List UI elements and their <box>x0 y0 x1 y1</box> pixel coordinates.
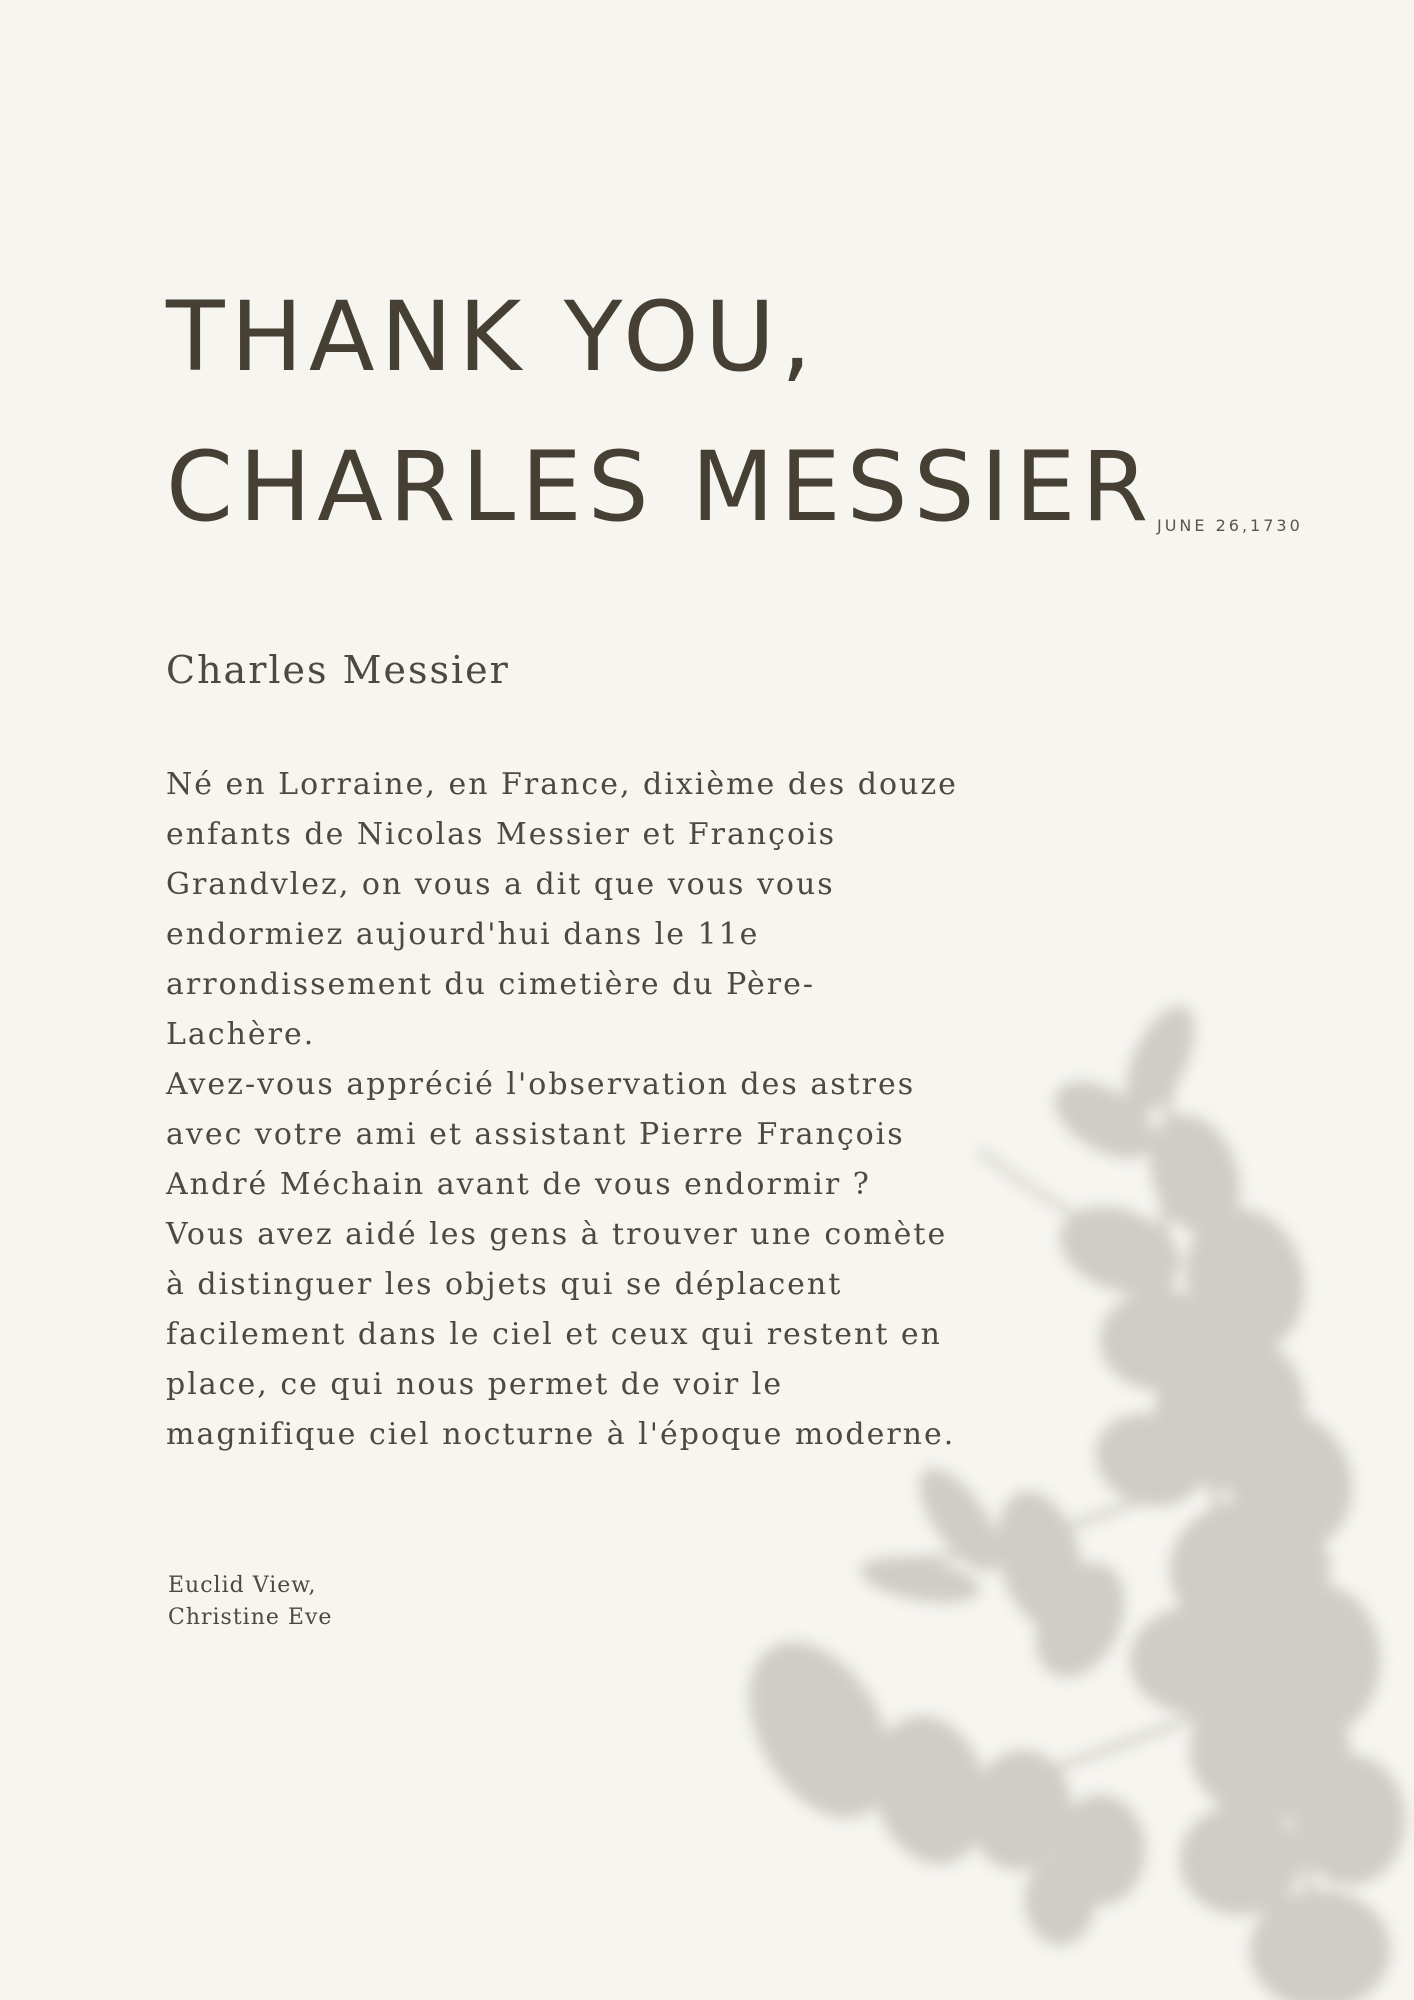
signature <box>168 1570 332 1634</box>
date-label: JUNE 26,1730 <box>1157 516 1303 535</box>
signature-line-2: Christine Eve <box>168 1605 333 1630</box>
body-line: Avez-vous apprécié l'observation des astres <box>166 1067 916 1102</box>
section-heading: Charles Messier <box>166 648 510 692</box>
title-line-1: THANK YOU, <box>166 281 818 393</box>
body-text <box>166 760 1066 1460</box>
body-line: place, ce qui nous permet de voir le <box>166 1367 784 1402</box>
body-line: Vous avez aidé les gens à trouver une comète <box>166 1217 948 1252</box>
signature-line-1: Euclid View, <box>168 1573 317 1598</box>
body-line: avec votre ami et assistant Pierre François <box>166 1117 905 1152</box>
body-line: Lachère. <box>166 1017 316 1052</box>
body-line: à distinguer les objets qui se déplacent <box>166 1267 843 1302</box>
body-line: Né en Lorraine, en France, dixième des douze <box>166 767 958 802</box>
body-line: magnifique ciel nocturne à l'époque moderne. <box>166 1417 956 1452</box>
body-line: enfants de Nicolas Messier et François <box>166 817 837 852</box>
page-title <box>166 262 1154 562</box>
body-line: André Méchain avant de vous endormir ? <box>166 1167 871 1202</box>
body-line: endormiez aujourd'hui dans le 11e <box>166 917 760 952</box>
body-line: facilement dans le ciel et ceux qui restent en <box>166 1317 942 1352</box>
body-line: arrondissement du cimetière du Père- <box>166 967 815 1002</box>
title-line-2: CHARLES MESSIER <box>166 431 1155 543</box>
body-line: Grandvlez, on vous a dit que vous vous <box>166 867 835 902</box>
